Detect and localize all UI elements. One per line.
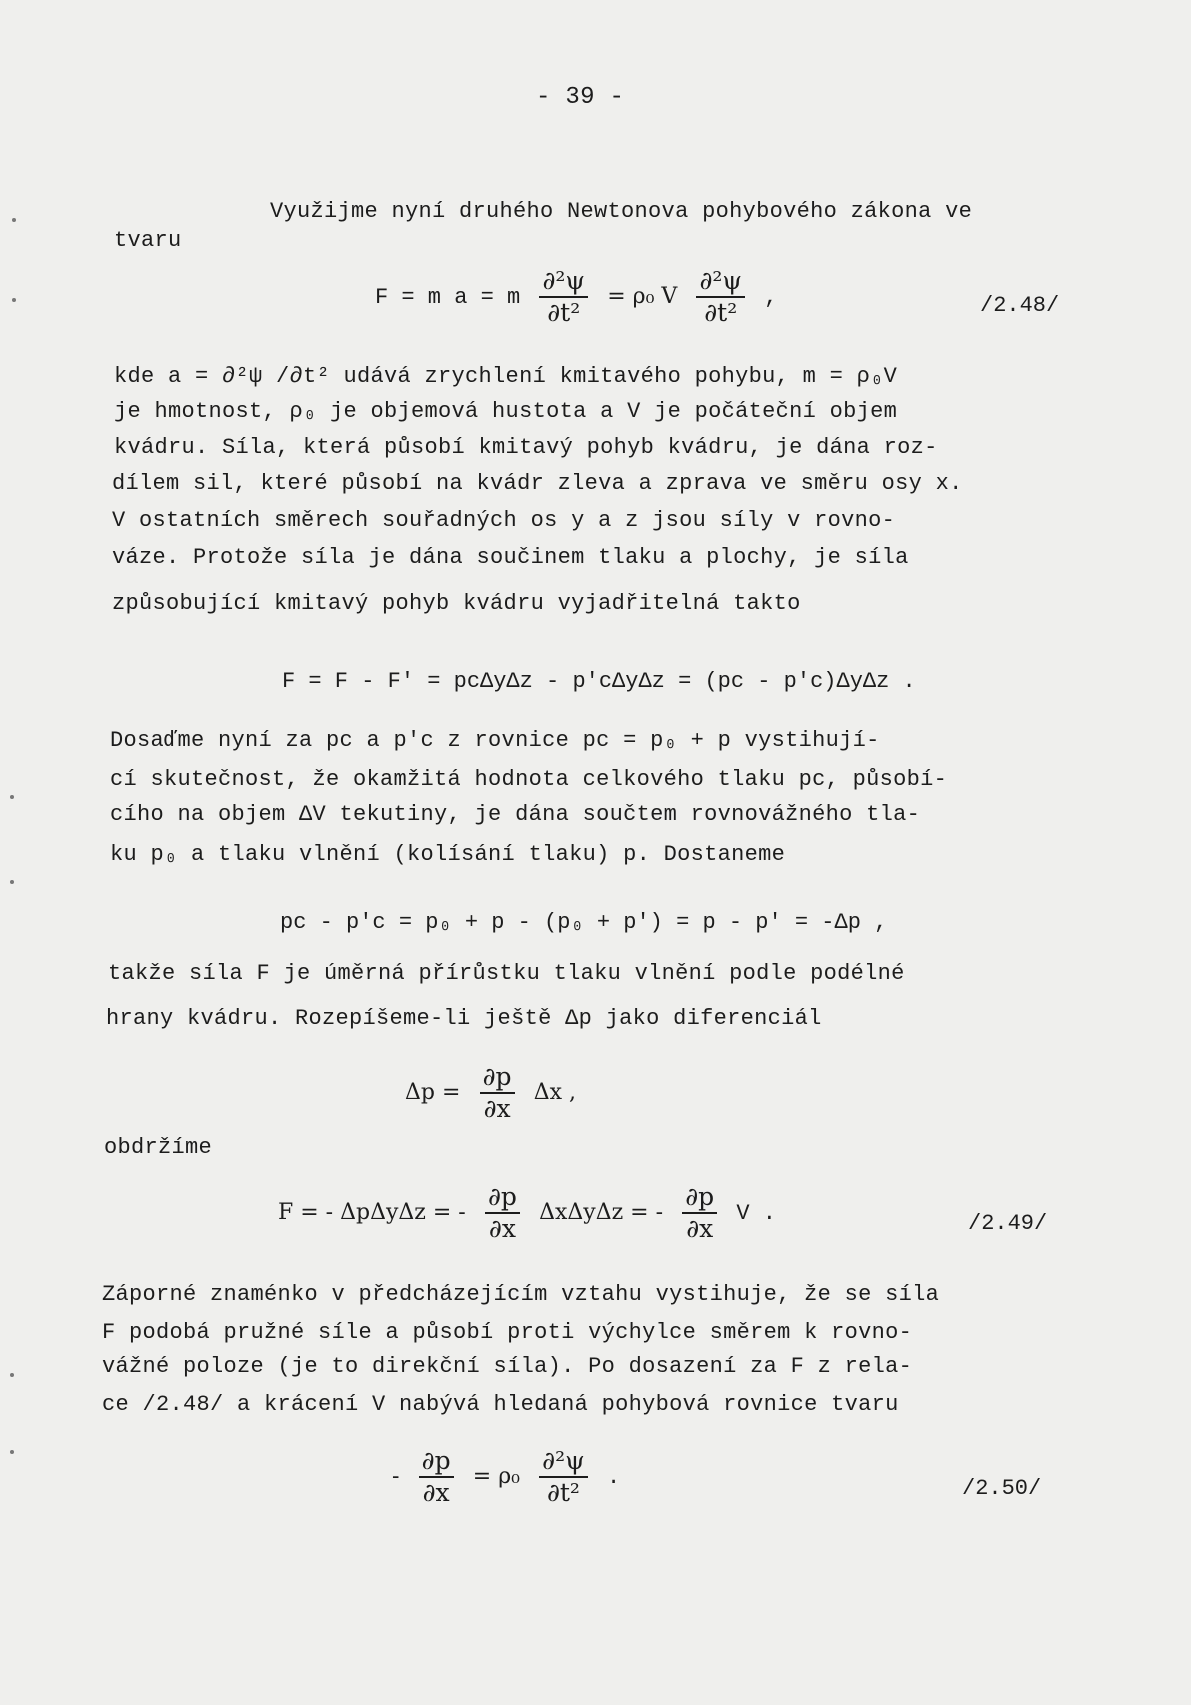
equation-middle: ΔxΔyΔz = -	[539, 1199, 664, 1225]
equation-2-49	[278, 1182, 776, 1244]
denominator: ∂x	[422, 1478, 450, 1507]
fraction	[682, 1182, 717, 1244]
equation-middle: = ρ₀	[472, 1463, 520, 1489]
equation-pressure-difference: pc - p'c = p₀ + p - (p₀ + p') = p - p' = -Δp ,	[280, 910, 888, 935]
equation-number: /2.50/	[962, 1476, 1042, 1501]
text-line: kvádru. Síla, která působí kmitavý pohyb kvádru, je dána roz-	[114, 435, 938, 460]
fraction	[539, 1446, 588, 1508]
numerator: ∂p	[485, 1182, 520, 1214]
fraction	[696, 266, 745, 328]
equation-lhs: F = - ΔpΔyΔz = -	[278, 1199, 466, 1225]
text-line: takže síla F je úměrná přírůstku tlaku vlnění podle podélné	[108, 961, 905, 986]
text-line: Záporné znaménko v předcházejícím vztahu vystihuje, že se síla	[102, 1282, 940, 1307]
numerator: ∂p	[480, 1062, 515, 1094]
fraction	[480, 1062, 515, 1124]
text-line: Dosaďme nyní za pc a p'c z rovnice pc = p₀ + p vystihují-	[110, 728, 880, 753]
text-line: cí skutečnost, že okamžitá hodnota celkového tlaku pc, působí-	[110, 767, 948, 792]
denominator: ∂x	[488, 1214, 516, 1243]
denominator: ∂x	[686, 1214, 714, 1243]
text-line: obdržíme	[104, 1135, 213, 1160]
fraction	[419, 1446, 454, 1508]
denominator: ∂x	[483, 1094, 511, 1123]
equation-2-48	[375, 266, 777, 328]
equation-number: /2.48/	[980, 293, 1060, 318]
equation-tail: .	[606, 1464, 621, 1490]
scan-speck	[12, 298, 16, 302]
text-line: váze. Protože síla je dána součinem tlaku a plochy, je síla	[112, 545, 909, 570]
text-line: kde a = ∂²ψ /∂t² udává zrychlení kmitavého pohybu, m = ρ₀V	[114, 364, 898, 389]
text-line: hrany kvádru. Rozepíšeme-li ještě Δp jako diferenciál	[106, 1006, 822, 1031]
scan-speck	[10, 795, 14, 799]
equation-minus: -	[392, 1463, 400, 1489]
denominator: ∂t²	[547, 298, 581, 327]
equation-lhs: F = m a = m	[375, 284, 521, 310]
text-line: dílem sil, které působí na kvádr zleva a zprava ve směru osy x.	[112, 471, 963, 496]
scan-speck	[10, 880, 14, 884]
page-number: - 39 -	[536, 84, 625, 111]
denominator: ∂t²	[546, 1478, 580, 1507]
equation-delta-p	[405, 1062, 576, 1124]
numerator: ∂p	[419, 1446, 454, 1478]
numerator: ∂²ψ	[539, 1446, 588, 1478]
text-line: ce /2.48/ a krácení V nabývá hledaná pohybová rovnice tvaru	[102, 1392, 899, 1417]
text-line: cího na objem ΔV tekutiny, je dána součtem rovnovážného tla-	[110, 802, 921, 827]
equation-tail: V .	[736, 1200, 776, 1226]
text-line: Využijme nyní druhého Newtonova pohybového zákona ve	[270, 199, 973, 224]
equation-2-50	[392, 1446, 620, 1508]
numerator: ∂²ψ	[539, 266, 588, 298]
text-line: je hmotnost, ρ₀ je objemová hustota a V je počáteční objem	[114, 399, 898, 424]
text-line: tvaru	[114, 228, 182, 253]
text-line: vážné poloze (je to direkční síla). Po dosazení za F z rela-	[102, 1354, 913, 1379]
text-line: ku p₀ a tlaku vlnění (kolísání tlaku) p. Dostaneme	[110, 842, 786, 867]
equation-middle: = ρ₀ V	[607, 283, 678, 309]
numerator: ∂p	[682, 1182, 717, 1214]
scan-speck	[10, 1450, 14, 1454]
numerator: ∂²ψ	[696, 266, 745, 298]
text-line: V ostatních směrech souřadných os y a z jsou síly v rovno-	[112, 508, 896, 533]
scan-speck	[10, 1373, 14, 1377]
text-line: způsobující kmitavý pohyb kvádru vyjadřitelná takto	[112, 591, 801, 616]
equation-lhs: Δp =	[405, 1079, 461, 1105]
scan-speck	[12, 218, 16, 222]
equation-tail: Δx ,	[533, 1079, 577, 1105]
equation-number: /2.49/	[968, 1211, 1048, 1236]
denominator: ∂t²	[704, 298, 738, 327]
fraction	[539, 266, 588, 328]
fraction	[485, 1182, 520, 1244]
equation-force-difference: F = F - F' = pcΔyΔz - p'cΔyΔz = (pc - p'c)ΔyΔz .	[282, 669, 916, 694]
text-line: F podobá pružné síle a působí proti výchylce směrem k rovno-	[102, 1320, 913, 1345]
equation-tail: ,	[764, 284, 778, 310]
